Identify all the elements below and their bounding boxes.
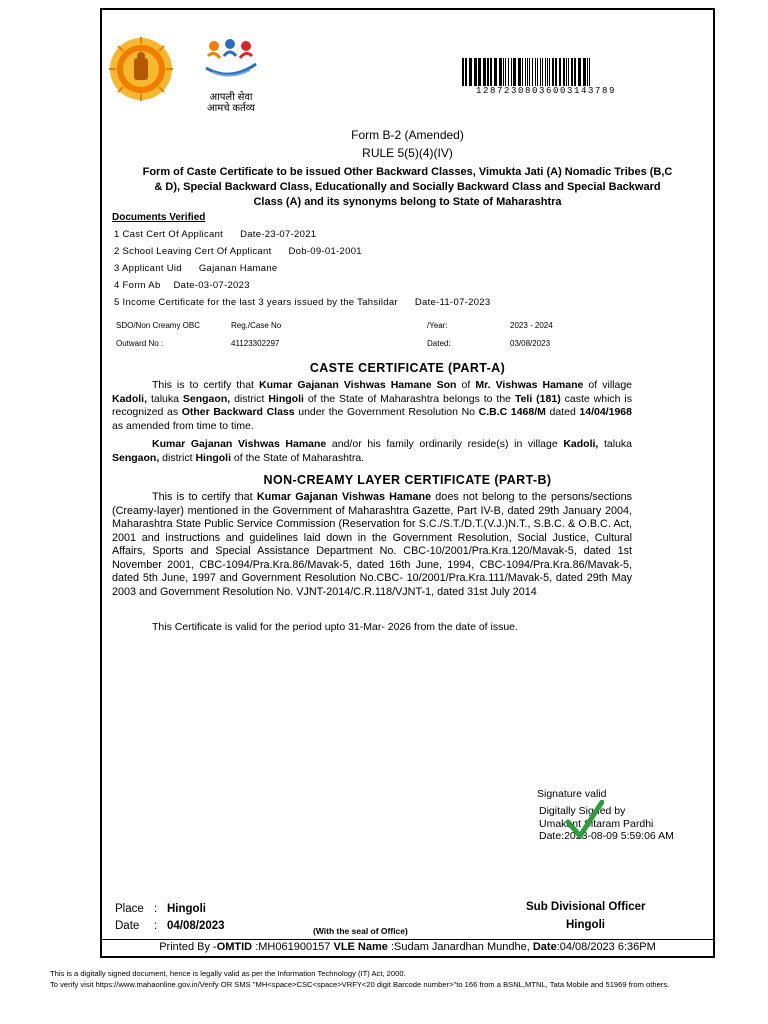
district: Hingoli <box>268 392 304 405</box>
text: under the Government Resolution No <box>294 406 479 418</box>
part-a-paragraph-2 <box>112 438 632 465</box>
document-label: 2 School Leaving Cert Of Applicant <box>114 246 272 257</box>
barcode-bar <box>505 58 506 86</box>
barcode-bar <box>555 58 557 86</box>
omtid-value: :MH061900157 <box>252 941 334 953</box>
document-label: 3 Applicant Uid <box>114 263 182 274</box>
logo-tagline-line1: आपली सेवा <box>209 92 253 103</box>
form-description: Form of Caste Certificate to be issued Other Backward Classes, Vimukta Jati (A) Nomadic Tribes (B,C & D), Special Backward Class, Educationally and Socially Backward Class and Special Backward Class (A) and its synonyms belong to State of Maharashtra <box>142 166 673 208</box>
taluka: Sengaon, <box>182 392 231 405</box>
taluka: Sengaon, <box>112 451 160 464</box>
barcode-bar <box>535 58 536 86</box>
barcode-bar <box>542 58 543 86</box>
form-title: Form B-2 (Amended) <box>351 128 464 142</box>
dated-label: Dated: <box>427 339 451 348</box>
barcode-bar <box>540 58 541 86</box>
text: of the State of Maharashtra belongs to the <box>303 392 515 405</box>
year-value: 2023 - 2024 <box>510 321 553 330</box>
caste: Teli (181) <box>514 392 561 405</box>
place-value: Hingoli <box>167 903 206 915</box>
barcode-bar <box>559 58 561 86</box>
logo-tagline <box>207 92 255 114</box>
barcode-bar <box>522 58 523 86</box>
officer-place: Hingoli <box>566 919 605 931</box>
barcode-bar <box>513 58 516 86</box>
text: district <box>230 392 269 405</box>
seal-note: (With the seal of Office) <box>313 926 408 936</box>
signer-name: Umakant Sitaram Pardhi <box>539 817 654 830</box>
father-name: Mr. Vishwas Hamane <box>475 379 584 391</box>
date-colon: : <box>154 920 158 932</box>
barcode-bar <box>578 58 581 86</box>
barcode-bar <box>487 58 489 86</box>
text: of village <box>583 379 633 391</box>
barcode-bar <box>587 58 588 86</box>
document-value: Date-03-07-2023 <box>173 280 250 291</box>
signature-status: Signature valid <box>537 788 607 800</box>
dated-value: 03/08/2023 <box>510 339 551 348</box>
document-value: Gajanan Hamane <box>198 263 278 274</box>
barcode-bar <box>529 58 530 86</box>
footer-legal-note: This is a digitally signed document, hence is legally valid as per the Information Technology (IT) Act, 2000. <box>50 969 406 978</box>
barcode-bar <box>518 58 521 86</box>
barcode-bar <box>532 58 533 86</box>
text: caste which is recognized as <box>112 392 632 418</box>
text: district <box>159 451 196 464</box>
caste-class: Other Backward Class <box>181 406 295 418</box>
document-value: Dob-09-01-2001 <box>288 246 362 257</box>
barcode-bar <box>525 58 526 86</box>
text: This is to certify that <box>152 491 257 503</box>
barcode-bar <box>474 58 477 86</box>
document-value: Date-23-07-2021 <box>240 229 317 240</box>
digital-signature-block <box>539 805 674 843</box>
printed-date-value: :04/08/2023 6:36PM <box>556 941 656 953</box>
barcode-bar <box>568 58 569 86</box>
barcode-bar <box>511 58 512 86</box>
signature-line: Digitally Signed by <box>539 805 626 817</box>
valid-check-icon <box>566 800 604 840</box>
barcode-bar <box>478 58 481 86</box>
barcode-image <box>460 58 690 86</box>
officer-title: Sub Divisional Officer <box>526 901 646 913</box>
barcode-bar <box>563 58 565 86</box>
applicant-name: Kumar Gajanan Vishwas Hamane Son <box>259 379 457 391</box>
barcode-bar <box>552 58 554 86</box>
gr-number: C.B.C 1468/M <box>478 406 546 418</box>
applicant-name: Kumar Gajanan Vishwas Hamane <box>152 438 327 450</box>
barcode-bar <box>537 58 538 86</box>
document-label: 4 Form Ab <box>114 280 161 291</box>
document-item <box>114 297 490 308</box>
printed-prefix: Printed By - <box>159 941 217 953</box>
text: and/or his family ordinarily reside(s) in village <box>326 438 564 450</box>
footer-verify-note <box>50 980 730 990</box>
barcode-number: 12872308036003143789 <box>476 86 617 96</box>
barcode-bar <box>574 58 576 86</box>
barcode-bar <box>549 58 550 86</box>
barcode-bar <box>490 58 492 86</box>
barcode-bar <box>494 58 497 86</box>
place-label: Place <box>115 903 144 915</box>
village: Kadoli, <box>112 392 148 405</box>
date-label: Date <box>115 920 140 932</box>
date-value: 04/08/2023 <box>167 920 225 932</box>
verify-instructions-link[interactable]: To verify visit https://www.mahaonline.gov.in/Verify OR SMS "MH<space>CSC<space>VRFY<20 digit Barcode number>"to 166 from a BSNL,MTNL, Tata Mobile and 51969 from others. <box>50 980 670 989</box>
barcode-bar <box>465 58 467 86</box>
barcode-bar <box>483 58 486 86</box>
barcode-bar <box>583 58 586 86</box>
year-label: /Year: <box>427 321 448 330</box>
reg-case-label: Reg./Case No <box>231 321 282 330</box>
document-item <box>114 280 250 291</box>
outward-value: 41123302297 <box>231 339 280 348</box>
sdo-label: SDO/Non Creamy OBC <box>116 321 201 330</box>
omtid-label: OMTID <box>216 941 253 953</box>
text: of <box>456 379 476 391</box>
outward-label: Outward No : <box>116 339 164 348</box>
barcode-bar <box>589 58 590 86</box>
aapli-seva-logo-icon <box>202 38 260 80</box>
printed-divider <box>100 939 715 940</box>
gr-date: 14/04/1968 <box>579 406 632 418</box>
barcode-bar <box>571 58 573 86</box>
documents-verified-title: Documents Verified <box>112 212 206 223</box>
barcode-bar <box>566 58 567 86</box>
barcode-bar <box>547 58 548 86</box>
barcode-bar <box>527 58 528 86</box>
vle-value: :Sudam Janardhan Mundhe, <box>387 941 533 953</box>
maharashtra-seal-icon <box>108 36 174 102</box>
part-b-heading: NON-CREAMY LAYER CERTIFICATE (PART-B) <box>263 473 552 487</box>
place-colon: : <box>154 903 158 915</box>
text: This is to certify that <box>152 379 260 391</box>
signature-date: Date:2023-08-09 5:59:06 AM <box>539 830 674 842</box>
document-item <box>114 246 362 257</box>
document-item <box>114 229 316 240</box>
barcode-bar <box>469 58 472 86</box>
validity-statement: This Certificate is valid for the period upto 31-Mar- 2026 from the date of issue. <box>152 621 518 633</box>
document-item <box>114 263 278 274</box>
text: of the State of Maharashtra. <box>231 451 365 464</box>
barcode-bar <box>508 58 509 86</box>
document-value: Date-11-07-2023 <box>414 297 491 308</box>
applicant-name: Kumar Gajanan Vishwas Hamane <box>256 491 432 503</box>
district: Hingoli <box>195 451 232 464</box>
village: Kadoli, <box>563 438 599 450</box>
barcode-bar <box>462 58 464 86</box>
barcode-bar <box>499 58 502 86</box>
printed-date-label: Date <box>532 941 557 953</box>
logo-tagline-line2: आमचे कर्तव्य <box>207 103 255 114</box>
text: does not belong to the persons/sections (Creamy-layer) mentioned in the Government of Maharashtra Gazette, Part IV-B, dated 29th January 2004, Maharashtra State Public Service Commission (Reservation for S.C./S.T./D.T.(V.J.)N.T., S.B.C. & O.B.C. Act, 2001 and instructions and guidelines laid down in the Government Resolution, Social Justice, Cultural Affairs, Sports and Special Assistance Department No. CBC-10/2001/Pra.Kra.120/Mavak-5, dated 1st November 2001, CBC-1094/Pra.Kra.86/Mavak-5, dated 16th June, 1994, CBC-1094/Pra.Kra.86/Mavak-5, dated 5th June, 1997 and Government Resolution No.CBC- 10/2001/Pra.Kra.111/Mavak-5, dated 29th May 2003 and Government Resolution No. VJNT-2014/C.R.118/VJNT-1, dated 31st July 2014 <box>112 491 632 598</box>
barcode-bar <box>503 58 504 86</box>
vle-label: VLE Name <box>333 941 388 953</box>
text: dated <box>545 406 580 418</box>
barcode-bar <box>545 58 546 86</box>
document-label: 5 Income Certificate for the last 3 years issued by the Tahsildar <box>114 297 398 308</box>
rule-number: RULE 5(5)(4)(IV) <box>362 146 453 160</box>
text: as amended from time to time. <box>112 419 254 432</box>
part-b-paragraph <box>112 491 632 599</box>
text: taluka <box>147 392 183 405</box>
text: taluka <box>598 438 633 450</box>
part-a-paragraph-1 <box>112 379 632 433</box>
document-label: 1 Cast Cert Of Applicant <box>114 229 224 240</box>
part-a-heading: CASTE CERTIFICATE (PART-A) <box>309 361 506 375</box>
printed-by-line <box>100 941 715 953</box>
